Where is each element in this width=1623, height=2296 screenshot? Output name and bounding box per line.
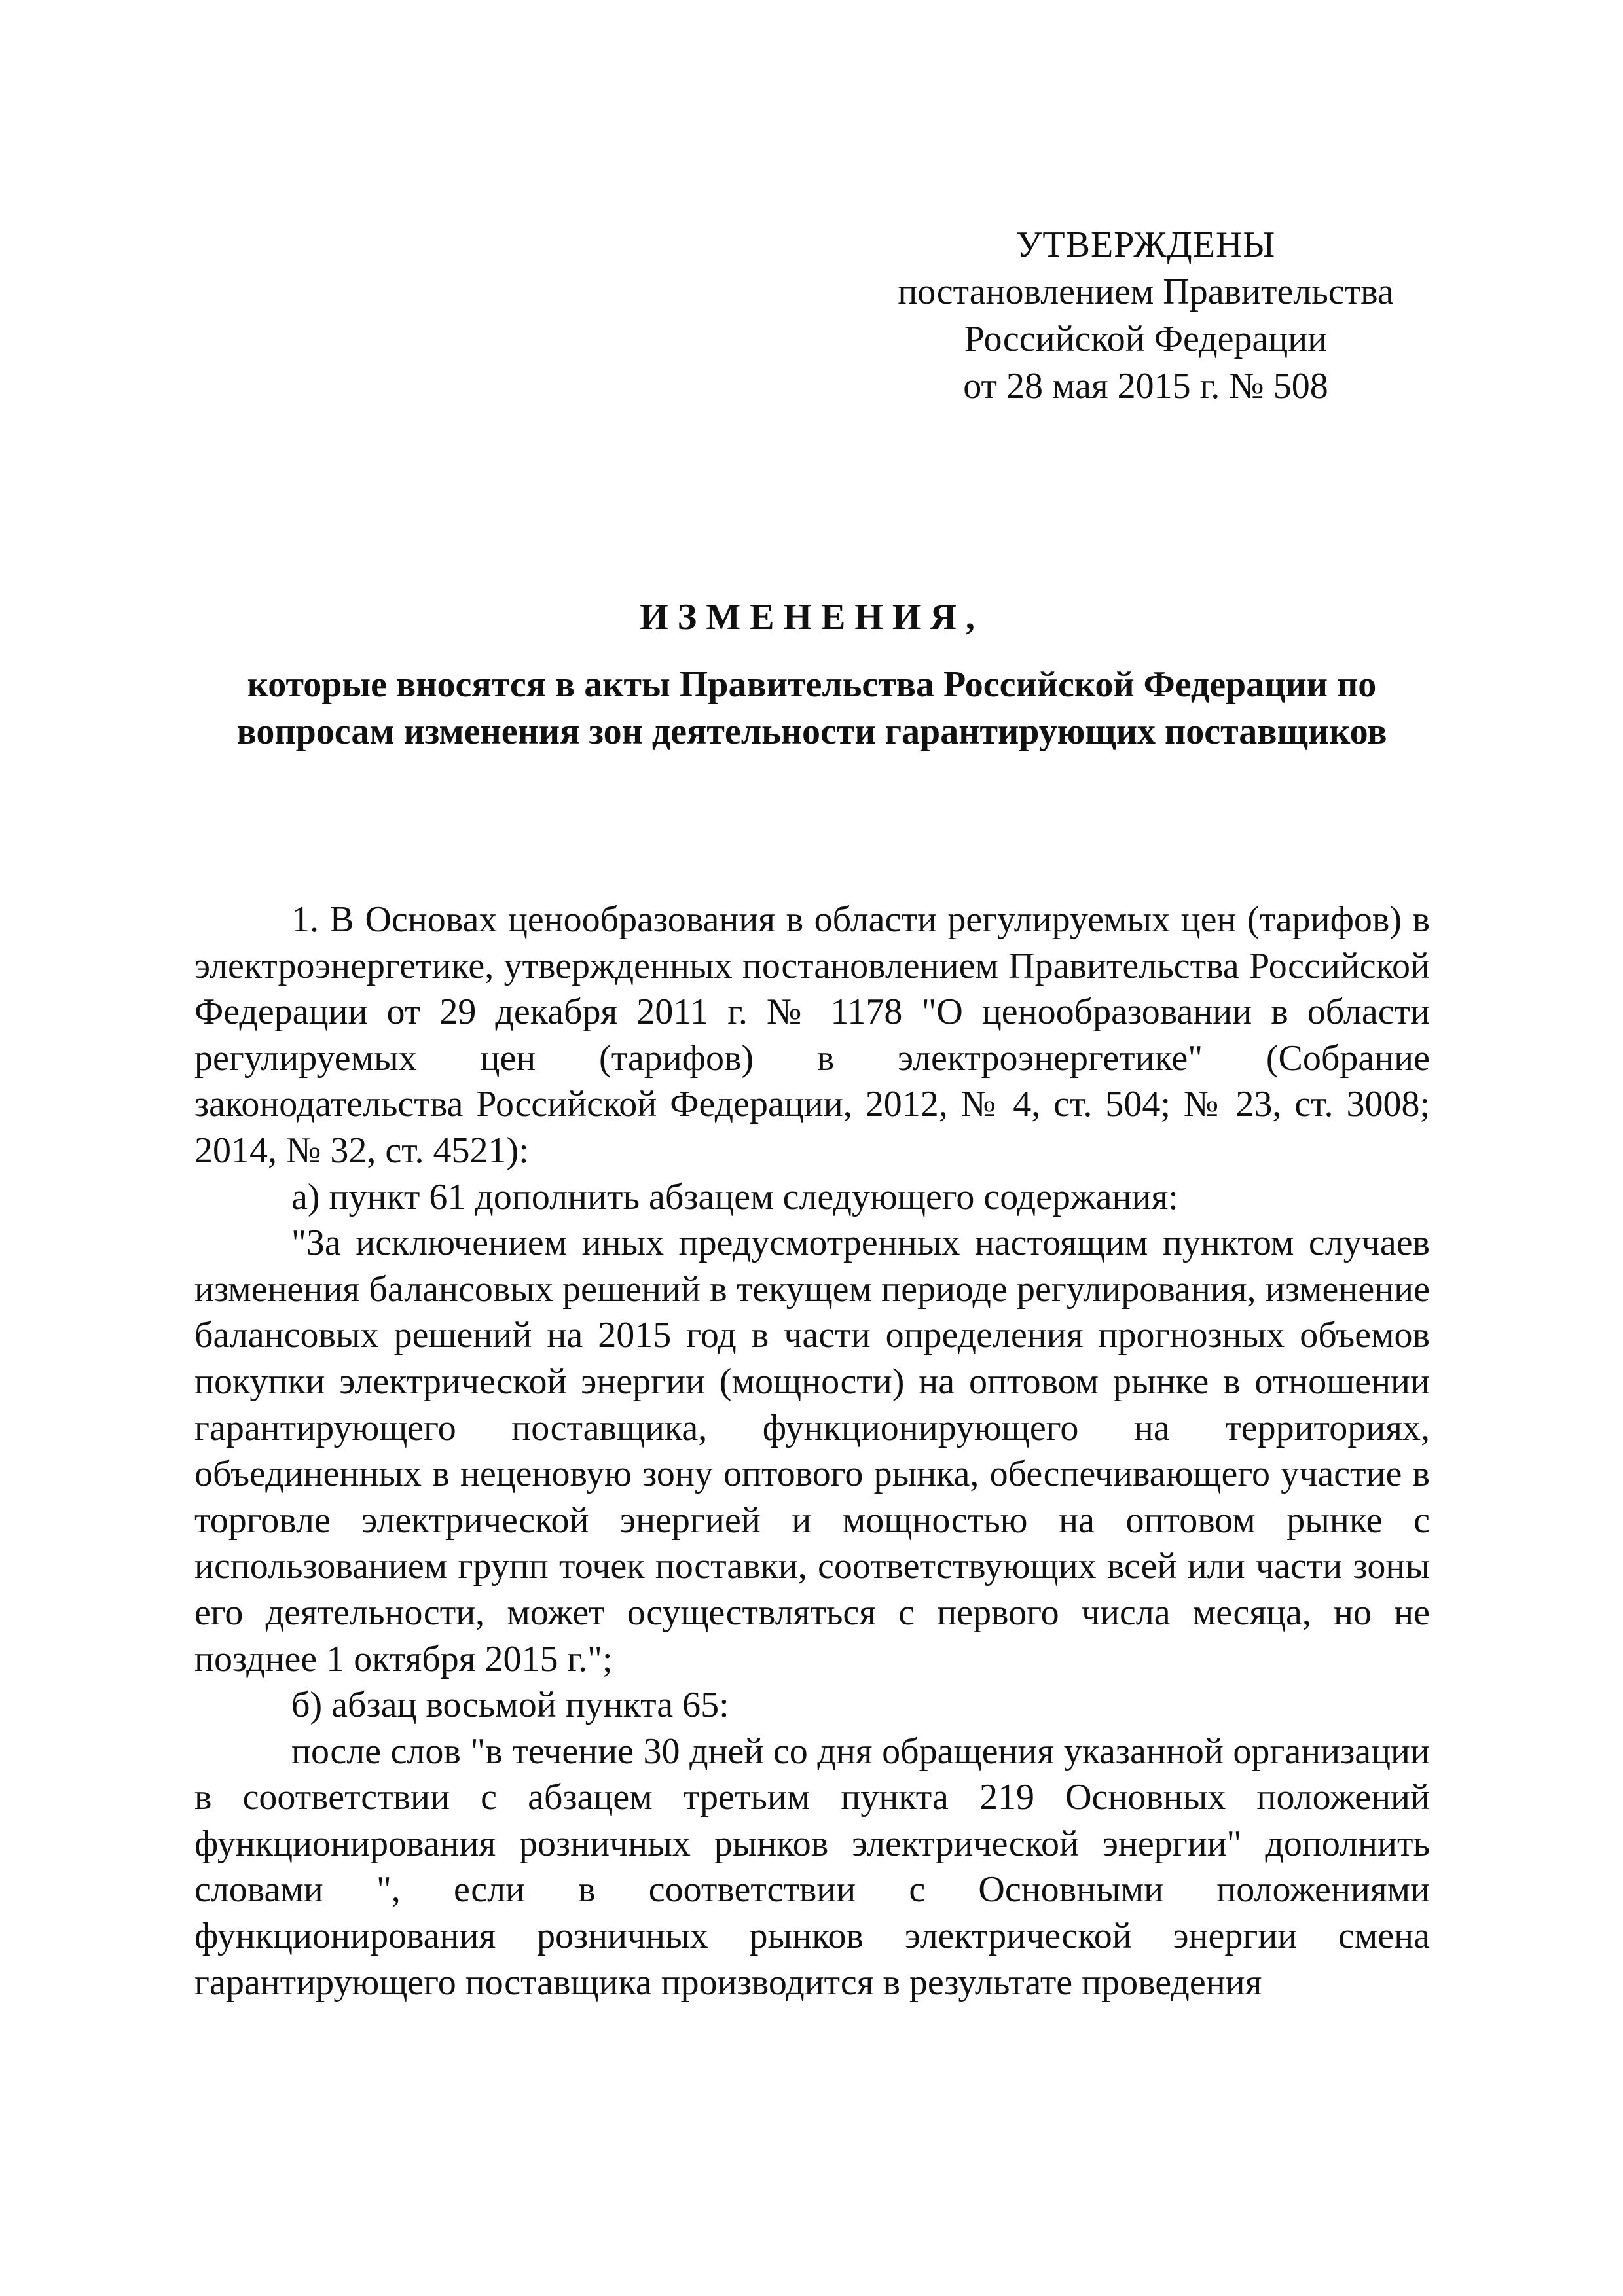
title-subtitle: которые вносятся в акты Правительства Российской Федерации по вопросам изменения зон деятельности гарантирующих поставщиков — [236, 664, 1387, 752]
paragraph-1: 1. В Основах ценообразования в области регулируемых цен (тарифов) в электроэнергетике, утвержденных постановлением Правительства Российской Федерации от 29 декабря 2011 г. № 1178 "О ценообразовании в области регулируемых цен (тарифов) в электроэнергетике" (Собрание законодательства Российской Федерации, 2012, № 4, ст. 504; № 23, ст. 3008; 2014, № 32, ст. 4521): — [194, 899, 1430, 1171]
paragraph-5: после слов "в течение 30 дней со дня обращения указанной организации в соответствии с абзацем третьим пункта 219 Основных положений функционирования розничных рынков электрической энергии" дополнить словами ", если в соответствии с Основными положениями функционирования розничных рынков электрической энергии смена гарантирующего поставщика производится в результате проведения — [194, 1731, 1430, 2003]
title-main: ИЗМЕНЕНИЯ, — [640, 597, 984, 637]
approval-line-3: от 28 мая 2015 г. № 508 — [963, 366, 1328, 406]
approval-line-2: Российской Федерации — [964, 319, 1328, 359]
paragraph-4: б) абзац восьмой пункта 65: — [291, 1685, 729, 1726]
approval-line-1: постановлением Правительства — [898, 272, 1394, 312]
document-title — [196, 594, 1427, 755]
document-body — [194, 897, 1430, 2005]
approval-stamp — [851, 221, 1440, 410]
paragraph-2: а) пункт 61 дополнить абзацем следующего содержания: — [291, 1176, 1178, 1217]
paragraph-3: "За исключением иных предусмотренных настоящим пунктом случаев изменения балансовых решений в текущем периоде регулирования, изменение балансовых решений на 2015 год в части определения прогнозных объемов покупки электрической энергии (мощности) на оптовом рынке в отношении гарантирующего поставщика, функционирующего на территориях, объединенных в неценовую зону оптового рынка, обеспечивающего участие в торговле электрической энергией и мощностью на оптовом рынке с использованием групп точек поставки, соответствующих всей или части зоны его деятельности, может осуществляться с первого числа месяца, но не позднее 1 октября 2015 г."; — [194, 1223, 1430, 1679]
approval-heading: УТВЕРЖДЕНЫ — [1015, 224, 1276, 265]
